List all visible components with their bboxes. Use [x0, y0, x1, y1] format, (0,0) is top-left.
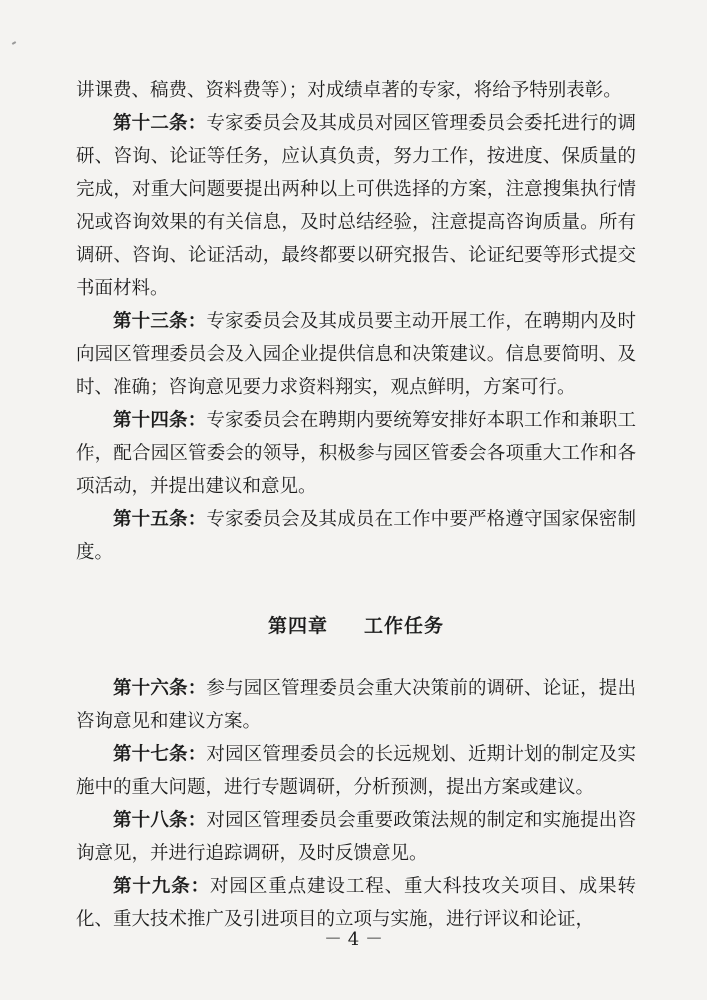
intro-line: 讲课费、稿费、资料费等）；对成绩卓著的专家，将给予特别表彰。	[76, 80, 622, 101]
page-number: － 4 －	[324, 929, 383, 950]
scan-speck	[12, 41, 16, 45]
article-text: 专家委员会及其成员要主动开展工作，在聘期内及时向园区管理委员会及入园企业提供信息和决策建议。信息要简明、及时、准确；咨询意见要力求资料翔实，观点鲜明，方案可行。	[76, 311, 636, 398]
article-label: 第十二条：	[113, 113, 207, 134]
article-label: 第十四条：	[113, 410, 207, 431]
article-16	[76, 672, 636, 738]
article-text: 专家委员会及其成员在工作中要严格遵守国家保密制度。	[76, 509, 636, 563]
article-17	[76, 738, 636, 804]
article-text: 对园区重点建设工程、重大科技攻关项目、成果转化、重大技术推广及引进项目的立项与实施，进行评议和论证，	[76, 876, 636, 930]
article-13	[76, 305, 636, 404]
chapter-number: 第四章	[267, 615, 328, 637]
article-text: 对园区管理委员会的长远规划、近期计划的制定及实施中的重大问题，进行专题调研，分析预测，提出方案或建议。	[76, 744, 636, 798]
article-15	[76, 503, 636, 569]
article-label: 第十六条：	[113, 678, 207, 699]
chapter-title: 工作任务	[364, 615, 445, 637]
article-14	[76, 404, 636, 503]
article-label: 第十九条：	[113, 876, 211, 897]
article-text: 对园区管理委员会重要政策法规的制定和实施提出咨询意见，并进行追踪调研，及时反馈意见。	[76, 810, 636, 864]
article-label: 第十八条：	[113, 810, 207, 831]
article-label: 第十七条：	[113, 744, 207, 765]
article-label: 第十五条：	[113, 509, 207, 530]
article-text: 专家委员会及其成员对园区管理委员会委托进行的调研、咨询、论证等任务，应认真负责，努力工作，按进度、保质量的完成，对重大问题要提出两种以上可供选择的方案，注意搜集执行情况或咨询效果的有关信息，及时总结经验，注意提高咨询质量。所有调研、咨询、论证活动，最终都要以研究报告、论证纪要等形式提交书面材料。	[76, 113, 636, 299]
body-text	[76, 74, 636, 936]
article-text: 参与园区管理委员会重大决策前的调研、论证，提出咨询意见和建议方案。	[76, 678, 636, 732]
article-text: 专家委员会在聘期内要统筹安排好本职工作和兼职工作，配合园区管委会的领导，积极参与园区管委会各项重大工作和各项活动，并提出建议和意见。	[76, 410, 636, 497]
chapter-heading	[76, 611, 636, 638]
article-label: 第十三条：	[113, 311, 207, 332]
article-18	[76, 804, 636, 870]
article-12	[76, 107, 636, 305]
